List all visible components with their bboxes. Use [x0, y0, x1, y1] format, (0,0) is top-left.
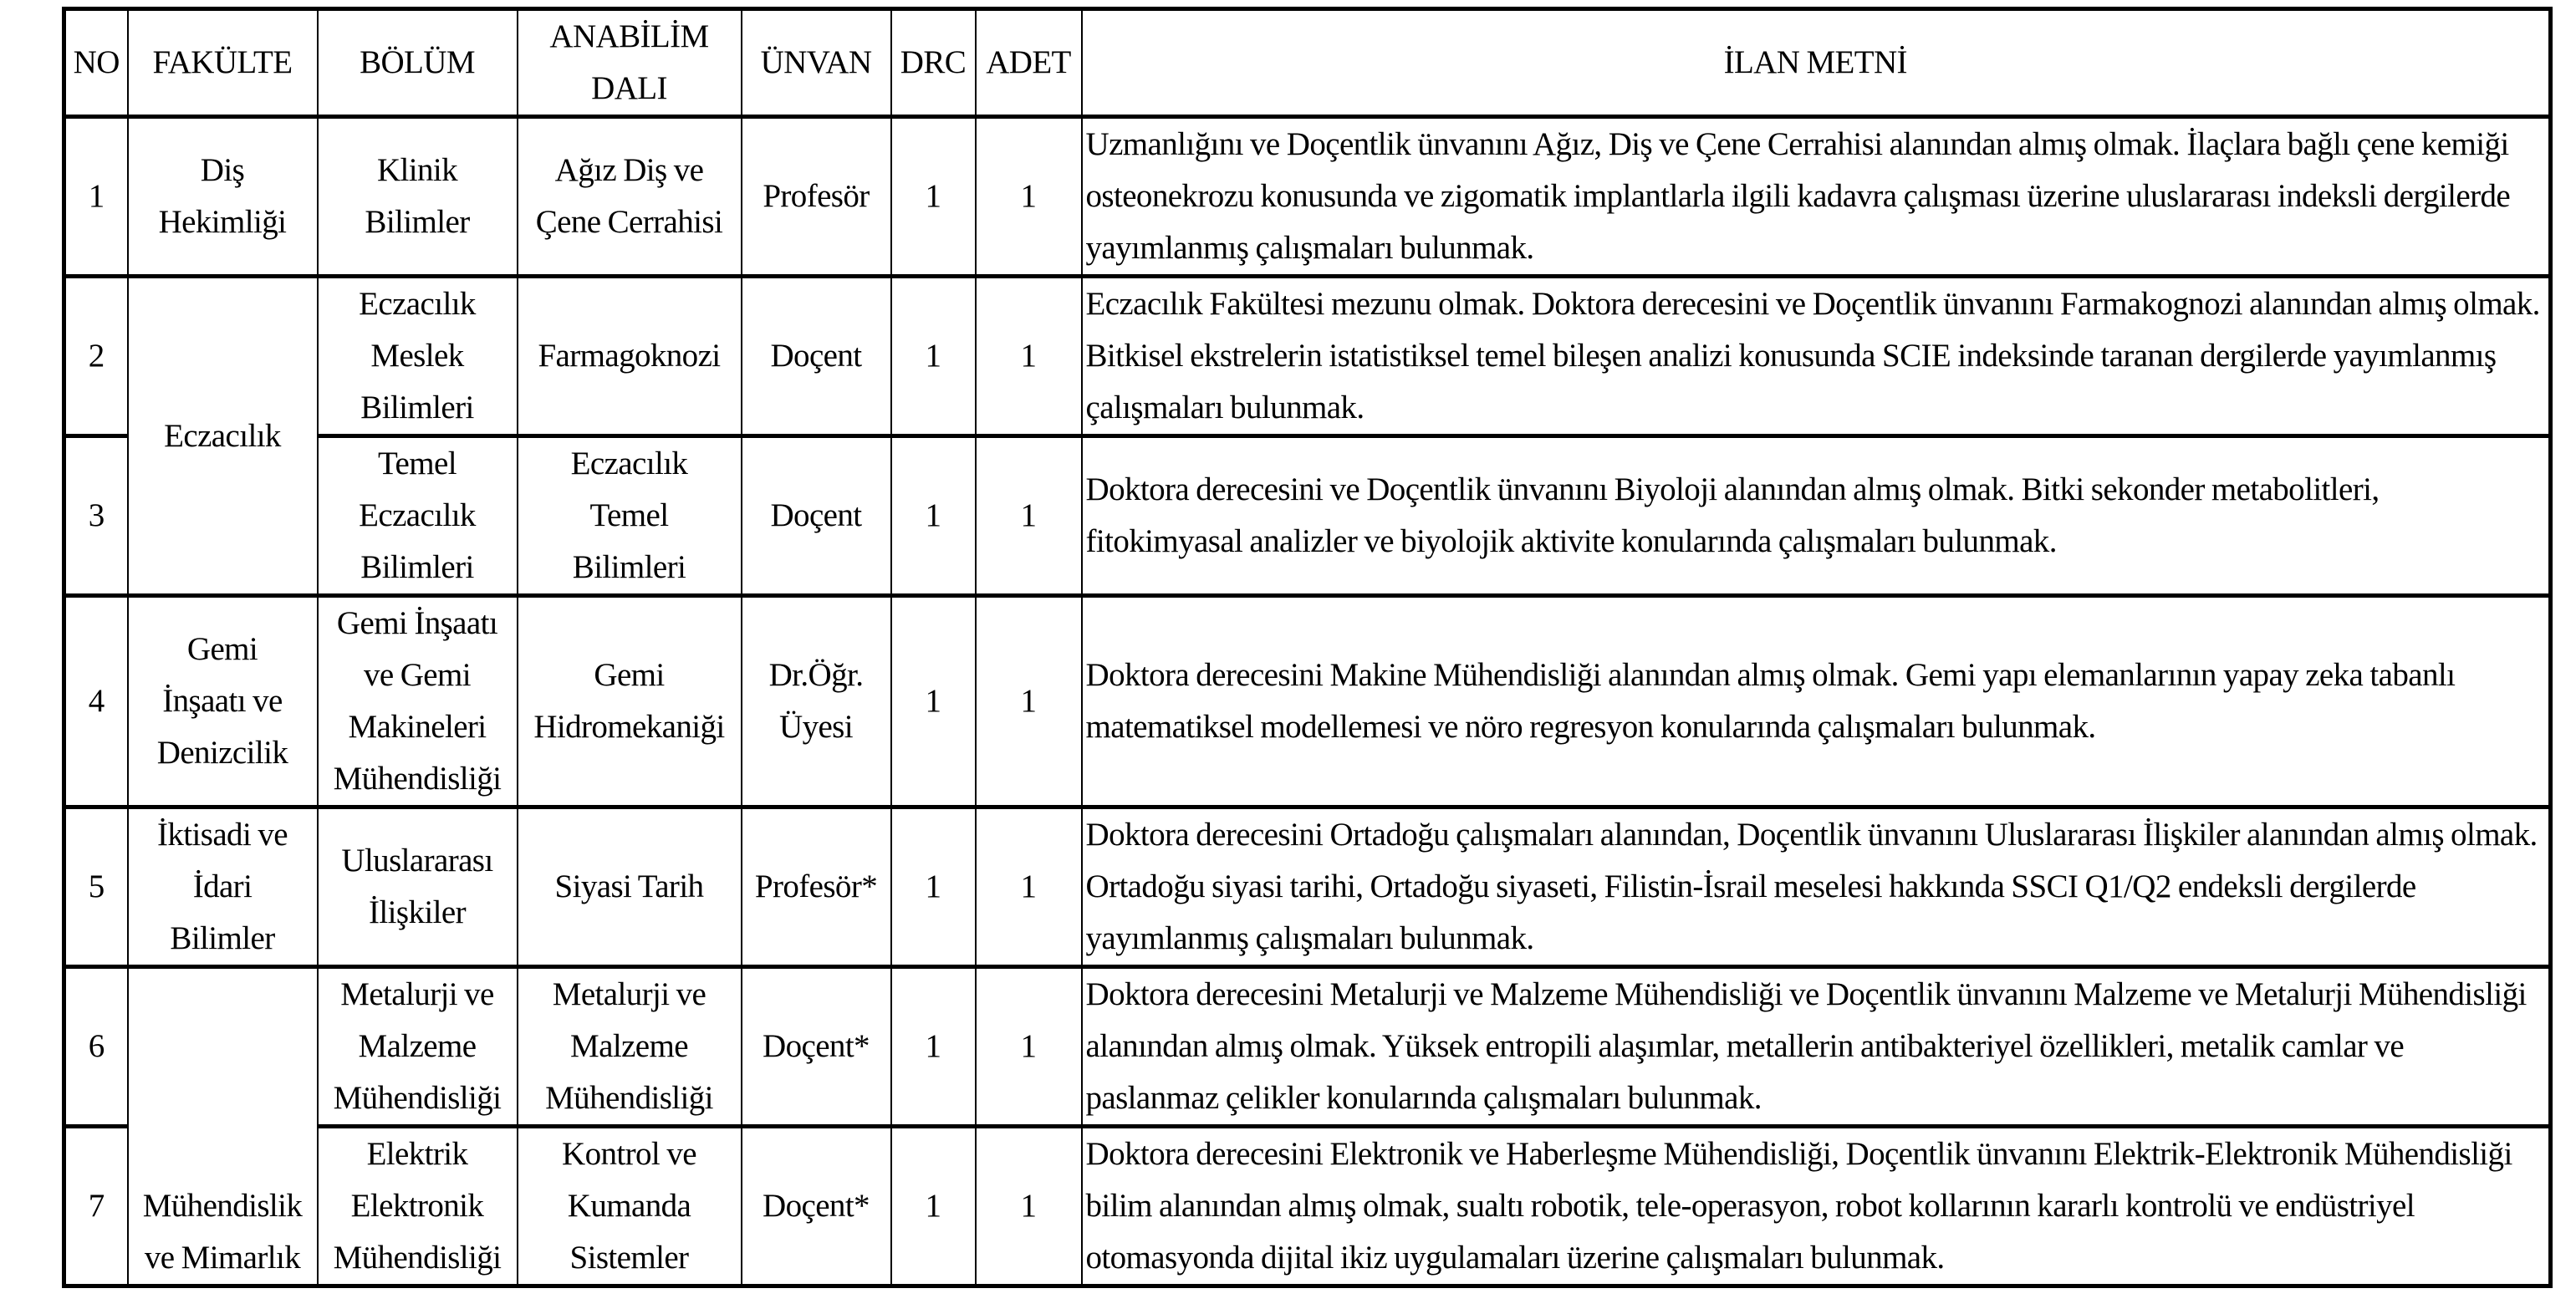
- table-row: [64, 1127, 2551, 1286]
- table-row: [64, 117, 2551, 277]
- cell-anabilim-dali: Kontrol ve Kumanda Sistemler: [518, 1127, 742, 1286]
- header-unvan: ÜNVAN: [742, 9, 891, 117]
- table-row: [64, 596, 2551, 807]
- cell-no: 2: [64, 277, 128, 436]
- cell-ilan-metni: Doktora derecesini ve Doçentlik ünvanını Biyoloji alanından almış olmak. Bitki sekonder metabolitleri, fitokimyasal analizler ve biyolojik aktivite konularında çalışmaları bulunmak.: [1082, 436, 2551, 596]
- cell-ilan-metni: Uzmanlığını ve Doçentlik ünvanını Ağız, Diş ve Çene Cerrahisi alanından almış olmak. İlaçlara bağlı çene kemiği osteonekrozu konusunda ve zigomatik implantlarla ilgili kadavra çalışması üzerine uluslararası indeksli dergilerde yayımlanmış çalışmaları bulunmak.: [1082, 117, 2551, 277]
- cell-bolum: Gemi İnşaatı ve Gemi Makineleri Mühendisliği: [318, 596, 518, 807]
- cell-ilan-metni: Eczacılık Fakültesi mezunu olmak. Doktora derecesini ve Doçentlik ünvanını Farmakognozi alanından almış olmak. Bitkisel ekstrelerin istatistiksel temel bileşen analizi konusunda SCIE indeksinde taranan dergilerde yayımlanmış çalışmaları bulunmak.: [1082, 277, 2551, 436]
- cell-drc: 1: [891, 596, 976, 807]
- cell-anabilim-dali: Eczacılık Temel Bilimleri: [518, 436, 742, 596]
- cell-fakulte: Diş Hekimliği: [128, 117, 318, 277]
- cell-unvan: Dr.Öğr. Üyesi: [742, 596, 891, 807]
- table-row: [64, 277, 2551, 436]
- cell-anabilim-dali: Farmagoknozi: [518, 277, 742, 436]
- cell-adet: 1: [976, 1127, 1082, 1286]
- table-row: [64, 967, 2551, 1127]
- cell-unvan: Doçent: [742, 436, 891, 596]
- cell-unvan: Doçent*: [742, 1127, 891, 1286]
- cell-fakulte: İktisadi ve İdari Bilimler: [128, 807, 318, 967]
- header-fakulte: FAKÜLTE: [128, 9, 318, 117]
- table-row: [64, 436, 2551, 596]
- cell-adet: 1: [976, 277, 1082, 436]
- cell-adet: 1: [976, 967, 1082, 1127]
- cell-adet: 1: [976, 596, 1082, 807]
- cell-ilan-metni: Doktora derecesini Makine Mühendisliği alanından almış olmak. Gemi yapı elemanlarının yapay zeka tabanlı matematiksel modellemesi ve nöro regresyon konularında çalışmaları bulunmak.: [1082, 596, 2551, 807]
- cell-no: 5: [64, 807, 128, 967]
- cell-no: 4: [64, 596, 128, 807]
- cell-unvan: Profesör: [742, 117, 891, 277]
- cell-bolum: Uluslararası İlişkiler: [318, 807, 518, 967]
- cell-fakulte-text: Mühendislik ve Mimarlık: [142, 1188, 303, 1276]
- table-row: [64, 807, 2551, 967]
- header-bolum: BÖLÜM: [318, 9, 518, 117]
- header-no: NO: [64, 9, 128, 117]
- header-ilan-metni: İLAN METNİ: [1082, 9, 2551, 117]
- cell-drc: 1: [891, 277, 976, 436]
- cell-fakulte: Gemi İnşaatı ve Denizcilik: [128, 596, 318, 807]
- cell-ilan-metni: Doktora derecesini Metalurji ve Malzeme Mühendisliği ve Doçentlik ünvanını Malzeme ve Metalurji Mühendisliği alanından almış olmak. Yüksek entropili alaşımlar, metallerin antibakteriyel özellikleri, metalik camlar ve paslanmaz çelikler konularında çalışmaları bulunmak.: [1082, 967, 2551, 1127]
- cell-bolum: Temel Eczacılık Bilimleri: [318, 436, 518, 596]
- header-drc: DRC: [891, 9, 976, 117]
- header-anabilim-line1: ANABİLİM: [549, 18, 709, 54]
- header-anabilim-line2: DALI: [591, 70, 667, 106]
- cell-anabilim-dali: Gemi Hidromekaniği: [518, 596, 742, 807]
- cell-no: 3: [64, 436, 128, 596]
- cell-drc: 1: [891, 436, 976, 596]
- cell-adet: 1: [976, 117, 1082, 277]
- cell-bolum: Elektrik Elektronik Mühendisliği: [318, 1127, 518, 1286]
- header-adet: ADET: [976, 9, 1082, 117]
- cell-bolum: Metalurji ve Malzeme Mühendisliği: [318, 967, 518, 1127]
- cell-unvan: Doçent: [742, 277, 891, 436]
- cell-anabilim-dali: Ağız Diş ve Çene Cerrahisi: [518, 117, 742, 277]
- cell-drc: 1: [891, 1127, 976, 1286]
- cell-adet: 1: [976, 807, 1082, 967]
- job-posting-table: [62, 7, 2553, 1288]
- cell-unvan: Profesör*: [742, 807, 891, 967]
- cell-anabilim-dali: Metalurji ve Malzeme Mühendisliği: [518, 967, 742, 1127]
- cell-no: 7: [64, 1127, 128, 1286]
- cell-drc: 1: [891, 117, 976, 277]
- cell-unvan: Doçent*: [742, 967, 891, 1127]
- cell-no: 6: [64, 967, 128, 1127]
- cell-fakulte: Eczacılık: [128, 277, 318, 596]
- cell-no: 1: [64, 117, 128, 277]
- cell-drc: 1: [891, 807, 976, 967]
- cell-bolum: Eczacılık Meslek Bilimleri: [318, 277, 518, 436]
- cell-ilan-metni: Doktora derecesini Elektronik ve Haberleşme Mühendisliği, Doçentlik ünvanını Elektrik-Elektronik Mühendisliği bilim alanından almış olmak, sualtı robotik, tele-operasyon, robot kollarının kararlı kontrolü ve endüstriyel otomasyonda dijital ikiz uygulamaları üzerine çalışmaları bulunmak.: [1082, 1127, 2551, 1286]
- cell-drc: 1: [891, 967, 976, 1127]
- cell-ilan-metni: Doktora derecesini Ortadoğu çalışmaları alanından, Doçentlik ünvanını Uluslararası İlişkiler alanından almış olmak. Ortadoğu siyasi tarihi, Ortadoğu siyaseti, Filistin-İsrail meselesi hakkında SSCI Q1/Q2 endeksli dergilerde yayımlanmış çalışmaları bulunmak.: [1082, 807, 2551, 967]
- cell-anabilim-dali: Siyasi Tarih: [518, 807, 742, 967]
- cell-bolum: Klinik Bilimler: [318, 117, 518, 277]
- cell-adet: 1: [976, 436, 1082, 596]
- cell-fakulte: [128, 967, 318, 1286]
- header-row: [64, 9, 2551, 117]
- header-anabilim-dali: [518, 9, 742, 117]
